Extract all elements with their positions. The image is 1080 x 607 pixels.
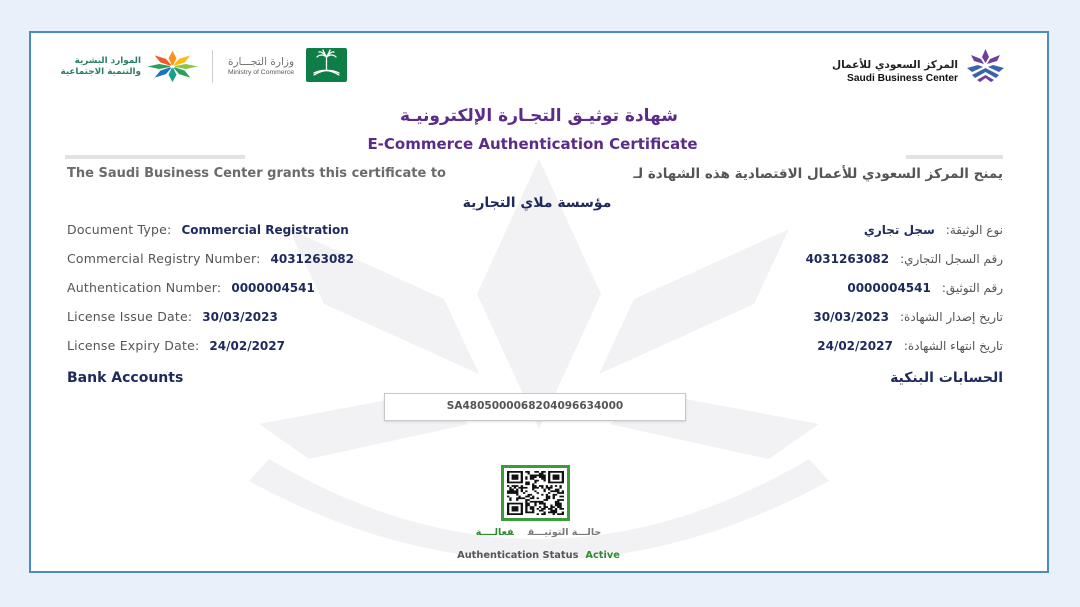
authentication-status-ar	[29, 526, 1048, 540]
divider-right	[906, 155, 1003, 159]
detail-row-issue-date	[67, 302, 354, 331]
status-value-ar: فعالــــة	[475, 527, 514, 538]
certificate-title-ar: شهادة توثيـق التجـارة الإلكترونيـة	[399, 106, 679, 126]
certificate-title-en: E-Commerce Authentication Certificate	[367, 135, 698, 153]
detail-value: 4031263082	[805, 251, 890, 266]
grant-statement-en: The Saudi Business Center grants this certificate to	[67, 166, 446, 181]
detail-value: 24/02/2027	[817, 338, 893, 353]
detail-row-document-type-ar	[806, 215, 1003, 244]
qr-code-icon	[507, 471, 564, 515]
grant-statement-ar: يمنح المركز السعودي للأعمال الاقتصادية هذه الشهادة لـ	[633, 166, 1003, 182]
certificate-card	[29, 31, 1049, 573]
detail-row-expiry-date-ar	[806, 331, 1003, 360]
details-list-ar	[806, 215, 1003, 360]
detail-label: Authentication Number:	[67, 280, 222, 295]
detail-label: نوع الوثيقة:	[945, 222, 1003, 237]
authentication-status-en	[29, 549, 1048, 563]
hrsd-name-line-1: الموارد البشرية	[74, 56, 141, 66]
detail-row-authentication-number	[67, 273, 354, 302]
hrsd-name-line-2: والتنمية الاجتماعية	[60, 67, 141, 77]
sbc-name-en: Saudi Business Center	[847, 73, 958, 84]
detail-value: 0000004541	[231, 280, 315, 295]
sbc-name	[832, 59, 958, 85]
details-list-en	[67, 215, 354, 360]
detail-label: License Issue Date:	[67, 309, 193, 324]
status-label-en: Authentication Status	[457, 550, 579, 561]
detail-value: 4031263082	[270, 251, 354, 266]
moc-name-en: Ministry of Commerce	[227, 69, 295, 76]
detail-row-registry-number-ar	[806, 244, 1003, 273]
bank-accounts-title-en: Bank Accounts	[67, 370, 184, 386]
qr-finder-pattern	[507, 503, 523, 515]
detail-label: License Expiry Date:	[67, 338, 200, 353]
detail-label: تاريخ إصدار الشهادة:	[899, 309, 1003, 324]
detail-row-expiry-date	[67, 331, 354, 360]
detail-value: 30/03/2023	[813, 309, 889, 324]
detail-row-authentication-number-ar	[806, 273, 1003, 302]
detail-value: سجل تجاري	[863, 222, 935, 237]
detail-label: رقم التوثيق:	[941, 280, 1003, 295]
detail-value: 24/02/2027	[209, 338, 285, 353]
detail-value: 0000004541	[847, 280, 931, 295]
detail-label: رقم السجل التجاري:	[900, 251, 1003, 266]
hrsd-name	[60, 56, 141, 78]
qr-finder-pattern	[548, 471, 564, 483]
hrsd-star-logo-icon	[146, 50, 199, 83]
qr-finder-pattern	[507, 471, 523, 483]
saudi-business-center-logo-icon	[963, 48, 1008, 82]
qr-code	[501, 465, 570, 521]
divider-left	[65, 155, 245, 159]
saudi-emblem-icon	[306, 48, 347, 82]
entity-name: مؤسسة ملاي التجارية	[462, 195, 612, 211]
status-label-ar: حالـــة التوثيـــق	[527, 527, 602, 538]
detail-row-document-type	[67, 215, 354, 244]
detail-value: Commercial Registration	[181, 222, 349, 237]
status-badge: Active	[585, 550, 620, 561]
detail-label: Commercial Registry Number:	[67, 251, 261, 266]
detail-row-issue-date-ar	[806, 302, 1003, 331]
moc-name-ar: وزارة التجـــارة	[227, 56, 295, 68]
logo-divider	[212, 50, 213, 83]
detail-label: Document Type:	[67, 222, 172, 237]
moc-name	[223, 56, 299, 77]
detail-row-registry-number	[67, 244, 354, 273]
sbc-name-ar: المركز السعودي للأعمال	[832, 59, 958, 71]
detail-label: تاريخ انتهاء الشهادة:	[903, 338, 1003, 353]
iban-field: SA4805000068204096634000	[384, 393, 686, 421]
bank-accounts-title-ar: الحسابات البنكية	[890, 370, 1003, 386]
detail-value: 30/03/2023	[202, 309, 278, 324]
